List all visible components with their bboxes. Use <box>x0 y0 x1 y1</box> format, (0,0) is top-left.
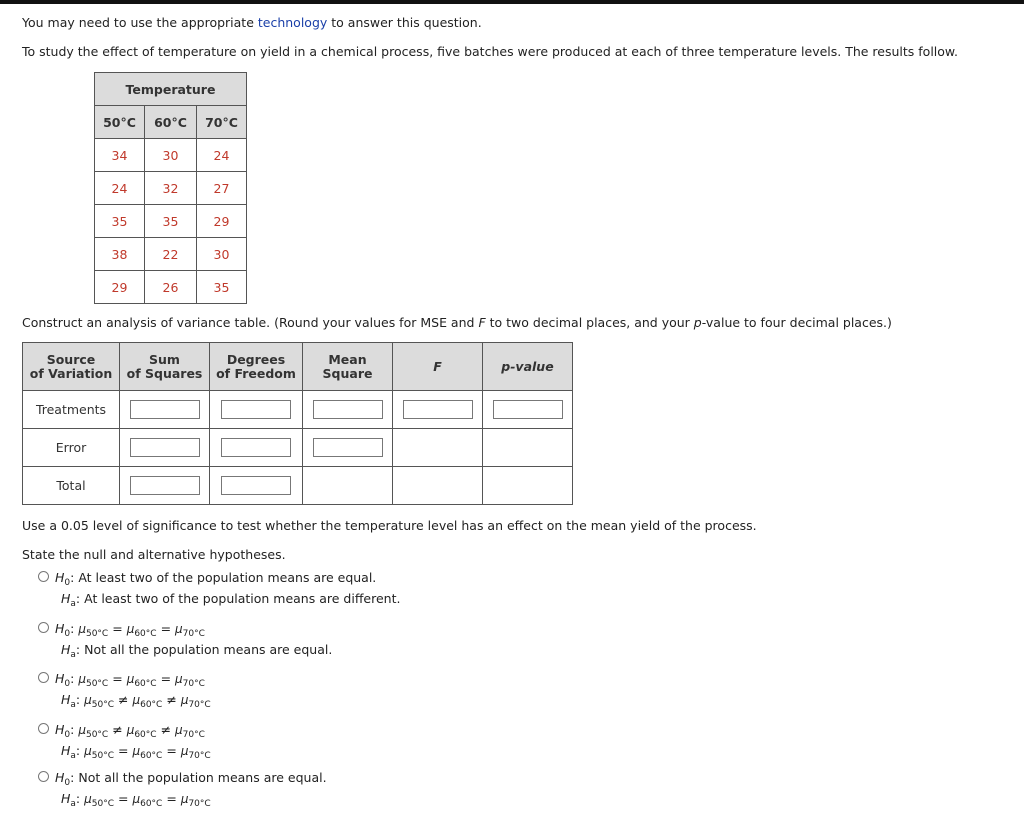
not-equals-sign: ≠ <box>166 692 177 707</box>
column-header-70c: 70°C <box>197 106 247 139</box>
data-cell: 35 <box>145 205 197 238</box>
column-header-60c: 60°C <box>145 106 197 139</box>
mu-symbol: μ <box>126 723 135 737</box>
option-1-null <box>55 570 376 588</box>
option-3-alt <box>61 692 211 710</box>
colon: : <box>75 743 81 758</box>
h-symbol: H <box>55 722 65 737</box>
radio-option-1[interactable] <box>38 571 49 582</box>
data-cell: 22 <box>145 238 197 271</box>
h-symbol: H <box>61 642 71 657</box>
subscript-60c: 60°C <box>134 679 157 689</box>
table-row <box>95 238 247 271</box>
equals-sign: = <box>166 743 177 758</box>
subscript-70c: 70°C <box>188 700 211 710</box>
colon: : <box>70 770 75 785</box>
header-f: F <box>393 343 483 391</box>
data-cell: 24 <box>95 172 145 205</box>
error-pvalue-cell <box>483 429 573 467</box>
treatments-f-input[interactable] <box>403 400 473 419</box>
hypotheses-prompt: State the null and alternative hypotheses. <box>22 547 286 562</box>
equals-sign: = <box>118 791 129 806</box>
treatments-df-input[interactable] <box>221 400 291 419</box>
table-row <box>95 205 247 238</box>
subscript-70c: 70°C <box>182 730 205 740</box>
subscript-50c: 50°C <box>91 799 115 809</box>
option-2-alt <box>61 642 332 660</box>
subscript-50c: 50°C <box>85 730 109 740</box>
data-cell: 27 <box>197 172 247 205</box>
data-cell: 24 <box>197 139 247 172</box>
mu-symbol: μ <box>126 622 135 636</box>
equals-sign: = <box>112 621 123 636</box>
colon: : <box>70 671 75 686</box>
h-symbol: H <box>61 743 71 758</box>
temperature-header: Temperature <box>95 73 247 106</box>
equals-sign: = <box>112 671 123 686</box>
not-equals-sign: ≠ <box>118 692 129 707</box>
h-symbol: H <box>61 692 71 707</box>
table-row <box>23 391 573 429</box>
h-symbol: H <box>55 770 65 785</box>
h-symbol: H <box>55 621 65 636</box>
treatments-df-cell <box>210 391 303 429</box>
intro-pre: You may need to use the appropriate <box>22 15 254 30</box>
error-ms-cell <box>303 429 393 467</box>
instruction-p: p <box>693 315 702 330</box>
total-f-cell <box>393 467 483 505</box>
h-symbol: H <box>61 791 71 806</box>
equals-sign: = <box>118 743 129 758</box>
colon: : <box>70 722 75 737</box>
temperature-data-table <box>94 72 247 304</box>
mu-symbol: μ <box>132 744 141 758</box>
error-ms-input[interactable] <box>313 438 383 457</box>
total-df-input[interactable] <box>221 476 291 495</box>
null-subscript: 0 <box>64 578 71 588</box>
header-source-line1: Source <box>46 351 96 367</box>
mu-symbol: μ <box>78 672 86 686</box>
subscript-70c: 70°C <box>188 799 211 809</box>
null-subscript: 0 <box>64 778 71 788</box>
header-degrees-of-freedom <box>210 343 303 391</box>
option-4-null <box>55 722 205 740</box>
alt-subscript: a <box>70 799 76 809</box>
anova-instruction <box>22 315 892 330</box>
null-subscript: 0 <box>64 679 71 689</box>
header-p-value: p-value <box>483 343 573 391</box>
alt-subscript: a <box>70 700 76 710</box>
radio-option-3[interactable] <box>38 672 49 683</box>
data-cell: 30 <box>197 238 247 271</box>
option-5-null <box>55 770 327 788</box>
row-label-total: Total <box>23 467 120 505</box>
h-symbol: H <box>55 671 65 686</box>
total-pvalue-cell <box>483 467 573 505</box>
treatments-ms-cell <box>303 391 393 429</box>
option-5-h0-text: Not all the population means are equal. <box>78 770 327 785</box>
data-cell: 35 <box>95 205 145 238</box>
data-cell: 30 <box>145 139 197 172</box>
null-subscript: 0 <box>64 629 71 639</box>
option-1-ha-text: At least two of the population means are different. <box>84 591 401 606</box>
alt-subscript: a <box>70 650 76 660</box>
error-f-cell <box>393 429 483 467</box>
mu-symbol: μ <box>78 723 86 737</box>
subscript-50c: 50°C <box>91 751 115 761</box>
mu-symbol: μ <box>175 622 183 636</box>
mu-symbol: μ <box>175 672 183 686</box>
mu-symbol: μ <box>132 693 141 707</box>
mu-symbol: μ <box>84 744 92 758</box>
subscript-60c: 60°C <box>140 799 163 809</box>
table-row <box>23 429 573 467</box>
radio-option-4[interactable] <box>38 723 49 734</box>
not-equals-sign: ≠ <box>160 722 172 737</box>
row-label-error: Error <box>23 429 120 467</box>
header-sum-of-squares <box>120 343 210 391</box>
data-cell: 34 <box>95 139 145 172</box>
not-equals-sign: ≠ <box>112 722 123 737</box>
error-ss-cell <box>120 429 210 467</box>
table-row <box>95 139 247 172</box>
data-cell: 29 <box>95 271 145 304</box>
mu-symbol: μ <box>84 693 92 707</box>
instruction-post: -value to four decimal places.) <box>701 315 892 330</box>
data-cell: 32 <box>145 172 197 205</box>
data-cell: 38 <box>95 238 145 271</box>
subscript-60c: 60°C <box>140 751 163 761</box>
instruction-f: F <box>478 315 486 330</box>
intro-line <box>22 15 482 30</box>
subscript-50c: 50°C <box>91 700 115 710</box>
option-3-null <box>55 671 205 689</box>
header-source <box>23 343 120 391</box>
treatments-f-cell <box>393 391 483 429</box>
equals-sign: = <box>160 671 172 686</box>
total-ss-input[interactable] <box>130 476 200 495</box>
data-cell: 26 <box>145 271 197 304</box>
alt-subscript: a <box>70 599 76 609</box>
option-4-alt <box>61 743 211 761</box>
mu-symbol: μ <box>180 693 189 707</box>
colon: : <box>75 791 81 806</box>
intro-post: to answer this question. <box>331 15 482 30</box>
subscript-60c: 60°C <box>134 730 157 740</box>
mu-symbol: μ <box>180 792 189 806</box>
data-cell: 35 <box>197 271 247 304</box>
mu-symbol: μ <box>84 792 92 806</box>
error-ss-input[interactable] <box>130 438 200 457</box>
alt-subscript: a <box>70 751 76 761</box>
technology-link[interactable]: technology <box>257 15 328 30</box>
option-1-alt <box>61 591 400 609</box>
colon: : <box>75 591 81 606</box>
mu-symbol: μ <box>78 622 86 636</box>
colon: : <box>75 692 81 707</box>
mu-symbol: μ <box>126 672 135 686</box>
header-ss-line2: of Squares <box>126 365 203 381</box>
problem-text: To study the effect of temperature on yield in a chemical process, five batches were produced at each of three temperature levels. The results follow. <box>22 44 958 59</box>
radio-option-5[interactable] <box>38 771 49 782</box>
mu-symbol: μ <box>132 792 141 806</box>
option-2-null <box>55 621 205 639</box>
subscript-70c: 70°C <box>182 629 205 639</box>
equals-sign: = <box>166 791 177 806</box>
mu-symbol: μ <box>175 723 183 737</box>
subscript-60c: 60°C <box>140 700 163 710</box>
error-df-cell <box>210 429 303 467</box>
header-source-line2: of Variation <box>29 365 113 381</box>
subscript-70c: 70°C <box>182 679 205 689</box>
radio-option-2[interactable] <box>38 622 49 633</box>
header-ms-line1: Mean <box>328 351 367 367</box>
total-ms-cell <box>303 467 393 505</box>
colon: : <box>75 642 81 657</box>
h-symbol: H <box>61 591 71 606</box>
top-border <box>0 0 1024 4</box>
row-label-treatments: Treatments <box>23 391 120 429</box>
table-row <box>95 271 247 304</box>
treatments-ss-input[interactable] <box>130 400 200 419</box>
total-df-cell <box>210 467 303 505</box>
treatments-pvalue-cell <box>483 391 573 429</box>
h-symbol: H <box>55 570 65 585</box>
anova-table <box>22 342 573 505</box>
treatments-ss-cell <box>120 391 210 429</box>
significance-text: Use a 0.05 level of significance to test whether the temperature level has an effect on the mean yield of the process. <box>22 518 757 533</box>
data-cell: 29 <box>197 205 247 238</box>
treatments-pvalue-input[interactable] <box>493 400 563 419</box>
option-5-alt <box>61 791 211 809</box>
instruction-mid: to two decimal places, and your <box>485 315 694 330</box>
null-subscript: 0 <box>64 730 71 740</box>
header-ms-line2: Square <box>322 365 373 381</box>
total-ss-cell <box>120 467 210 505</box>
subscript-60c: 60°C <box>134 629 157 639</box>
colon: : <box>70 621 75 636</box>
error-df-input[interactable] <box>221 438 291 457</box>
subscript-70c: 70°C <box>188 751 211 761</box>
header-df-line2: of Freedom <box>216 365 296 381</box>
subscript-50c: 50°C <box>85 629 109 639</box>
table-row <box>23 467 573 505</box>
option-2-ha-text: Not all the population means are equal. <box>84 642 333 657</box>
mu-symbol: μ <box>180 744 189 758</box>
colon: : <box>70 570 75 585</box>
subscript-50c: 50°C <box>85 679 109 689</box>
equals-sign: = <box>160 621 172 636</box>
treatments-ms-input[interactable] <box>313 400 383 419</box>
column-header-50c: 50°C <box>95 106 145 139</box>
option-1-h0-text: At least two of the population means are equal. <box>78 570 377 585</box>
header-ss-line1: Sum <box>149 351 180 367</box>
header-df-line1: Degrees <box>226 351 286 367</box>
header-mean-square <box>303 343 393 391</box>
table-row <box>95 172 247 205</box>
instruction-pre: Construct an analysis of variance table. (Round your values for MSE and <box>22 315 479 330</box>
